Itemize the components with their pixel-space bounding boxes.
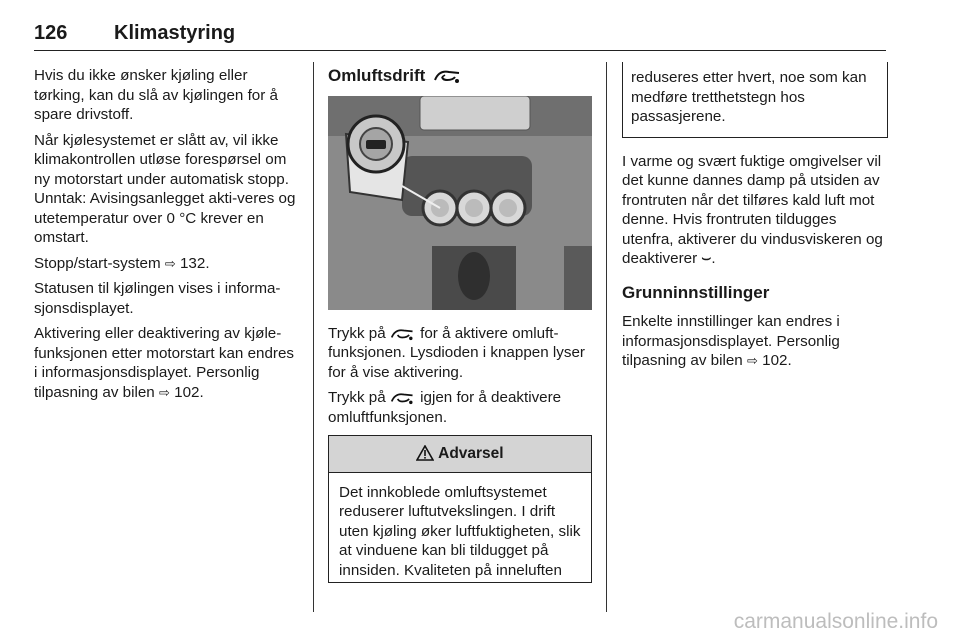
page-reference-arrow-icon: ⇨: [158, 384, 170, 400]
column-divider: [313, 62, 314, 612]
dashboard-illustration: [328, 96, 592, 310]
windshield-defog-icon: ⌣: [701, 250, 712, 267]
paragraph: Stopp/start-system ⇨ 132.: [34, 254, 210, 272]
column-divider: [606, 62, 607, 612]
air-recirculation-icon: [390, 327, 416, 341]
column-2: [328, 66, 592, 583]
page-reference-link[interactable]: 132.: [179, 254, 210, 272]
column-1: [34, 66, 300, 408]
air-recirculation-icon: [433, 68, 463, 84]
paragraph: Enkelte innstillinger kan endres i informasjonsdisplayet. Personlig tilpasning av bilen ⇨ 102.: [622, 313, 840, 369]
paragraph: Hvis du ikke ønsker kjøling eller tørking, kan du slå av kjølingen for å spare drivstoff.: [34, 67, 278, 123]
page-number: 126: [34, 22, 68, 44]
section-heading: Grunninnstillinger: [622, 282, 770, 302]
paragraph: Statusen til kjølingen vises i informa-sjonsdisplayet.: [34, 280, 281, 317]
page-reference-link[interactable]: 102.: [174, 383, 204, 401]
paragraph: Aktivering eller deaktivering av kjøle-funksjonen etter motorstart kan endres i informasjonsdisplayet. Personlig tilpasning av bilen ⇨ 102.: [34, 325, 295, 401]
column-3: [622, 62, 888, 377]
page-reference-arrow-icon: ⇨: [164, 255, 176, 271]
warning-triangle-icon: [416, 445, 434, 461]
paragraph: Når kjølesystemet er slått av, vil ikke klimakontrollen utløse forespørsel om ny motorstart under automatisk stopp. Unntak: Avisingsanlegget akti-veres og utetemperatur over 0 °C krever en omstart.: [34, 131, 296, 246]
warning-continuation-box: reduseres etter hvert, noe som kan medføre tretthetstegn hos passasjerene.: [622, 62, 888, 138]
warning-header: [329, 436, 591, 473]
page-reference-arrow-icon: ⇨: [746, 353, 758, 368]
air-recirculation-icon: [390, 391, 416, 405]
climate-control-photo: [328, 96, 592, 310]
watermark: carmanualsonline.info: [733, 610, 938, 633]
page-reference-link[interactable]: 102.: [762, 352, 792, 369]
paragraph: I varme og svært fuktige omgivelser vil det kunne dannes damp på utsiden av frontruten når det tilføres kald luft mot denne. Hvis frontruten tildugges utenfra, aktiverer du vindusviskeren og deaktiverer ⌣.: [622, 152, 883, 267]
paragraph: Trykk på for å aktivere omluft-funksjonen. Lysdioden i knappen lyser for å vise aktivering.: [328, 324, 585, 381]
warning-box: [328, 435, 592, 583]
section-heading: Omluftsdrift: [328, 66, 592, 86]
warning-text: Det innkoblede omluftsystemet reduserer luftutvekslingen. I drift uten kjøling øker luftfuktigheten, slik at vinduene kan bli tildugget på innsiden. Kvaliteten på inneluften: [339, 483, 581, 579]
paragraph: Trykk på igjen for å deaktivere omluftfunksjonen.: [328, 389, 562, 426]
warning-title: Advarsel: [438, 445, 504, 462]
page-header: [34, 22, 886, 51]
chapter-title: Klimastyring: [114, 22, 236, 44]
